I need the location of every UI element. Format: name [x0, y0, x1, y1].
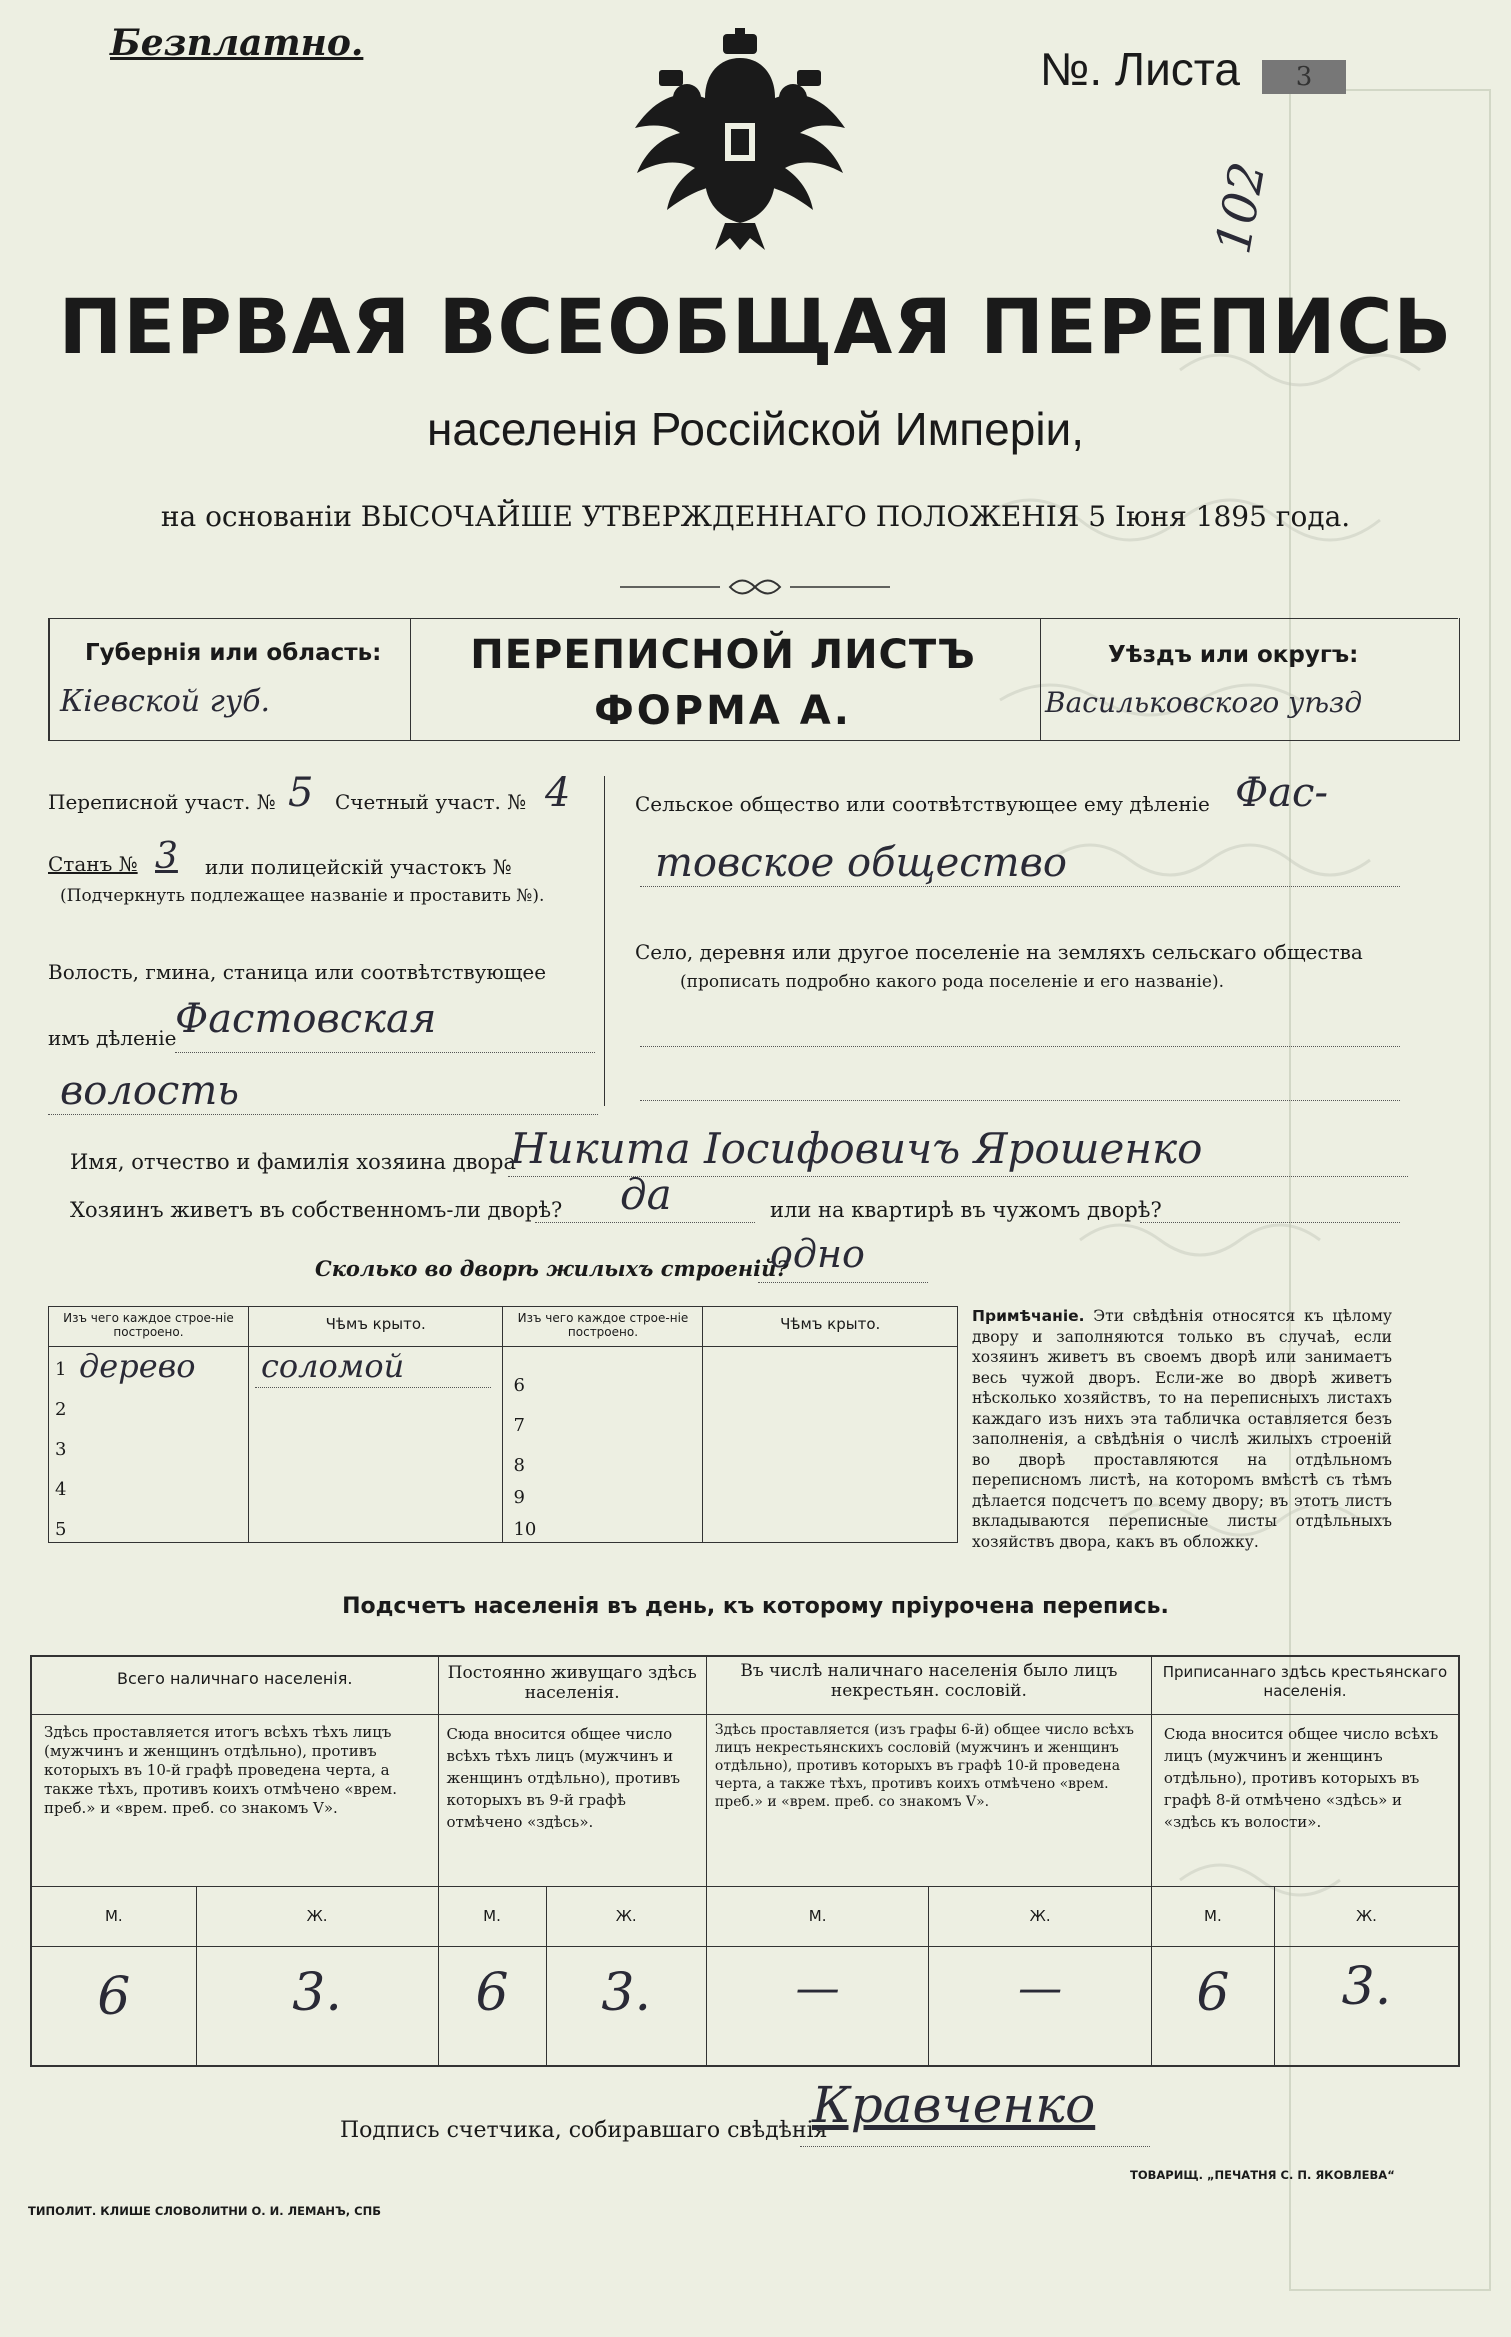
- legal-basis: на основаніи ВЫСОЧАЙШЕ УТВЕРЖДЕННАГО ПОЛОЖЕНІЯ 5 Іюня 1895 года.: [160, 500, 1351, 533]
- uezd-value: Васильковского уѣзд: [1045, 686, 1363, 719]
- group4-m-label: М.: [1151, 1886, 1274, 1946]
- police-label: или полицейскій участокъ №: [205, 855, 512, 879]
- census-district-value: 5: [288, 770, 314, 816]
- group2-f-value: 3.: [546, 1946, 706, 2066]
- society-value-2: товское общество: [655, 840, 1067, 886]
- signature-label: Подпись счетчика, собиравшаго свѣдѣнія: [340, 2118, 828, 2143]
- col-roof-left: Чѣмъ крыто.: [248, 1307, 503, 1347]
- group3-m-value: —: [706, 1946, 928, 2066]
- row1-roof: соломой: [260, 1347, 405, 1385]
- group3-desc: Здѣсь проставляется (изъ графы 6-й) общее число всѣхъ лицъ некрестьянскихъ сословій (мужчинъ и женщинъ отдѣльно), противъ которыхъ въ графѣ 10-й проведена черта, а также тѣхъ, противъ коихъ отмѣчено «врем. преб.» и «врем. преб. со знакомъ V».: [706, 1714, 1151, 1886]
- population-count-table: [30, 1655, 1460, 2067]
- buildings-table: [48, 1306, 958, 1543]
- imperial-eagle-emblem: [625, 28, 855, 250]
- owner-name-label: Имя, отчество и фамилія хозяина двора: [70, 1150, 517, 1174]
- group1-m-value: 6: [31, 1946, 196, 2066]
- handwritten-corner-number: 102: [1205, 158, 1277, 258]
- form-title: ПЕРЕПИСНОЙ ЛИСТЪ: [470, 632, 976, 678]
- main-title: ПЕРВАЯ ВСЕОБЩАЯ ПЕРЕПИСЬ: [58, 282, 1453, 371]
- group1-desc: Здѣсь проставляется итогъ всѣхъ тѣхъ лицъ (мужчинъ и женщинъ отдѣльно), противъ которыхъ въ 10-й графѣ проведена черта, а также тѣхъ, противъ коихъ отмѣчено «врем. преб.» и «врем. преб. со знакомъ V».: [31, 1714, 438, 1886]
- ornament-divider: [620, 572, 890, 602]
- group1-title: Всего наличнаго населенія.: [31, 1656, 438, 1714]
- subtitle: населенія Россійской Имперіи,: [426, 403, 1085, 455]
- signature-value: Кравченко: [812, 2076, 1096, 2134]
- group2-title: Постоянно живущаго здѣсь населенія.: [438, 1656, 706, 1714]
- own-yard-value: да: [620, 1170, 672, 1219]
- group3-m-label: М.: [706, 1886, 928, 1946]
- stan-value: 3: [155, 836, 178, 877]
- printer-mark-left: ТИПОЛИТ. КЛИШЕ СЛОВОЛИТНИ О. И. ЛЕМАНЪ, СПБ: [28, 2204, 382, 2218]
- note-lead: Примѣчаніе.: [972, 1307, 1085, 1325]
- buildings-value: одно: [770, 1232, 865, 1276]
- note-text: Эти свѣдѣнія относятся къ цѣлому двору и заполняются только въ случаѣ, если хозяинъ живетъ въ своемъ дворѣ или занимаетъ весь чужой дворъ. Если-же во дворѣ живетъ нѣсколько хозяйствъ, то на переписныхъ листахъ каждаго изъ нихъ эта табличка оставляется безъ заполненія, а свѣдѣнія о числѣ жилыхъ строеній во дворѣ проставляются на отдѣльномъ переписномъ листѣ, на которомъ вмѣстѣ съ тѣмъ дѣлается подсчетъ по всему двору; въ этотъ листъ вкладываются переписные листы отдѣльныхъ хозяйствъ двора, какъ въ обложку.: [972, 1307, 1392, 1551]
- group2-desc: Сюда вносится общее число всѣхъ тѣхъ лицъ (мужчинъ и женщинъ отдѣльно), противъ которыхъ въ 9-й графѣ отмѣчено «здѣсь».: [438, 1714, 706, 1886]
- uezd-box: [1040, 618, 1460, 741]
- group4-f-value: 3.: [1274, 1946, 1459, 2066]
- underline-note: (Подчеркнуть подлежащее названіе и проставить №).: [60, 886, 545, 906]
- column-divider: [604, 776, 605, 1106]
- count-heading: Подсчетъ населенія въ день, къ которому пріурочена перепись.: [342, 1594, 1169, 1619]
- group4-f-label: Ж.: [1274, 1886, 1459, 1946]
- group2-m-value: 6: [438, 1946, 546, 2066]
- group2-m-label: М.: [438, 1886, 546, 1946]
- material-cells-right: 6 7 8 9 10: [503, 1347, 703, 1543]
- village-note: (прописать подробно какого рода поселеніе и его названіе).: [680, 972, 1224, 992]
- volost-label-2: имъ дѣленіе: [48, 1026, 177, 1050]
- group1-f-label: Ж.: [196, 1886, 438, 1946]
- rented-label: или на квартирѣ въ чужомъ дворѣ?: [770, 1198, 1162, 1222]
- group3-f-label: Ж.: [929, 1886, 1152, 1946]
- material-cells-left: 1 дерево 2 3 4 5: [49, 1347, 249, 1543]
- volost-value-1: Фастовская: [175, 996, 437, 1042]
- count-district-value: 4: [545, 770, 571, 816]
- volost-label-1: Волость, гмина, станица или соотвѣтствующее: [48, 960, 547, 984]
- volost-value-2: волость: [60, 1068, 240, 1114]
- form-subtitle: ФОРМА А.: [594, 688, 852, 734]
- sheet-label: №. Листа: [1040, 43, 1240, 95]
- col-roof-right: Чѣмъ крыто.: [703, 1307, 958, 1347]
- printer-mark-right: ТОВАРИЩ. „ПЕЧАТНЯ С. П. ЯКОВЛЕВА“: [1130, 2168, 1395, 2182]
- census-district-label: Переписной участ. №: [48, 790, 276, 814]
- group1-m-label: М.: [31, 1886, 196, 1946]
- row1-material: дерево: [79, 1347, 196, 1385]
- stan-label: Станъ №: [48, 852, 138, 876]
- group4-title: Приписаннаго здѣсь крестьянскаго населенія.: [1151, 1656, 1459, 1714]
- own-yard-label: Хозяинъ живетъ въ собственномъ-ли дворѣ?: [70, 1198, 563, 1222]
- village-label: Село, деревня или другое поселеніе на земляхъ сельскаго общества: [635, 940, 1363, 964]
- col-material-right: Изъ чего каждое строе-ніе построено.: [503, 1307, 703, 1347]
- gubernia-value: Кіевской губ.: [60, 684, 271, 719]
- society-label: Сельское общество или соотвѣтствующее ему дѣленіе: [635, 792, 1210, 816]
- sheet-number: 3: [1262, 60, 1346, 94]
- society-value-1: Фас-: [1235, 770, 1328, 816]
- roof-cells-left: [248, 1347, 503, 1543]
- group4-desc: Сюда вносится общее число всѣхъ лицъ (мужчинъ и женщинъ отдѣльно), противъ которыхъ въ графѣ 8-й отмѣчено «здѣсь» и «здѣсь къ волости».: [1151, 1714, 1459, 1886]
- group3-f-value: —: [929, 1946, 1152, 2066]
- group1-f-value: 3.: [196, 1946, 438, 2066]
- roof-cells-right: [703, 1347, 958, 1543]
- gubernia-box: [48, 618, 411, 741]
- group3-title: Въ числѣ наличнаго населенія было лицъ некрестьян. сословій.: [706, 1656, 1151, 1714]
- col-material-left: Изъ чего каждое строе-ніе построено.: [49, 1307, 249, 1347]
- group2-f-label: Ж.: [546, 1886, 706, 1946]
- owner-name-value: Никита Іосифовичъ Ярошенко: [510, 1124, 1203, 1173]
- count-district-label: Счетный участ. №: [335, 790, 527, 814]
- free-label: Безплатно.: [110, 22, 364, 64]
- group4-m-value: 6: [1151, 1946, 1274, 2066]
- buildings-label: Сколько во дворѣ жилыхъ строеній?: [315, 1256, 789, 1281]
- uezd-label: Уѣздъ или округъ:: [1108, 642, 1359, 668]
- note-paragraph: [972, 1306, 1392, 1552]
- gubernia-label: Губернія или область:: [85, 640, 382, 666]
